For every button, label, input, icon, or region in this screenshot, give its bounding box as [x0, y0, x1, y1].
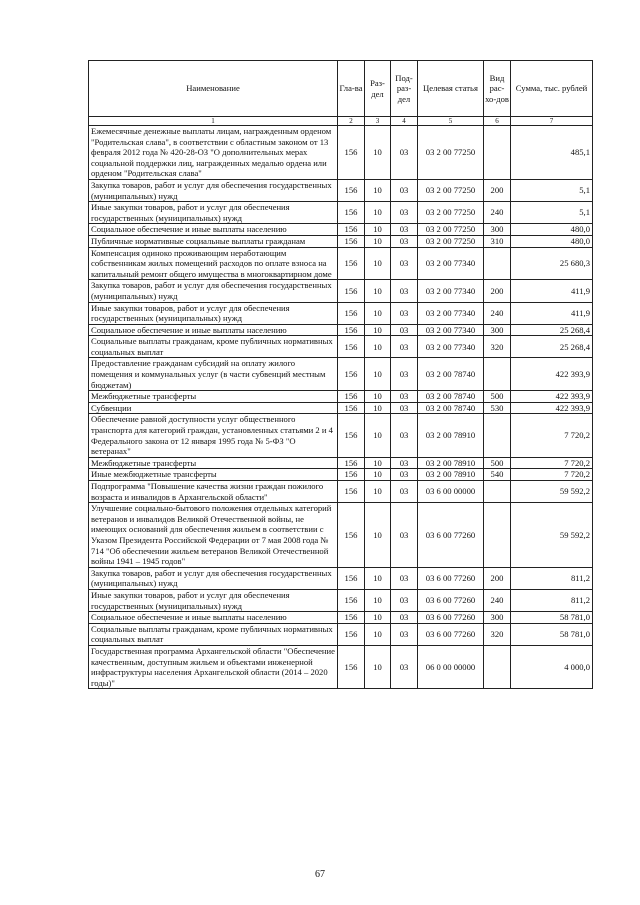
cell-glava: 156: [338, 179, 365, 201]
cell-name: Субвенции: [89, 402, 338, 414]
cell-razdel: 10: [365, 589, 391, 611]
cell-summa: 422 393,9: [511, 358, 593, 391]
table-row: [89, 391, 593, 403]
cell-celevaya: 03 2 00 77250: [418, 126, 484, 180]
cell-razdel: 10: [365, 302, 391, 324]
cell-summa: 422 393,9: [511, 391, 593, 403]
cell-vid: 300: [484, 612, 511, 624]
cell-celevaya: 03 2 00 78910: [418, 457, 484, 469]
cell-vid: [484, 247, 511, 280]
budget-table: [88, 60, 593, 689]
cell-glava: 156: [338, 391, 365, 403]
cell-podrazdel: 03: [391, 302, 418, 324]
cell-vid: 320: [484, 623, 511, 645]
cell-podrazdel: 03: [391, 402, 418, 414]
header-vid: Вид рас-хо-дов: [484, 61, 511, 117]
header-name: Наименование: [89, 61, 338, 117]
column-number: 1: [89, 117, 338, 126]
cell-name: Социальные выплаты гражданам, кроме публичных нормативных социальных выплат: [89, 623, 338, 645]
cell-name: Иные закупки товаров, работ и услуг для обеспечения государственных (муниципальных) нужд: [89, 302, 338, 324]
cell-glava: 156: [338, 481, 365, 503]
cell-razdel: 10: [365, 567, 391, 589]
table-row: [89, 358, 593, 391]
cell-razdel: 10: [365, 336, 391, 358]
cell-summa: 25 680,3: [511, 247, 593, 280]
cell-glava: 156: [338, 414, 365, 457]
cell-celevaya: 03 2 00 78910: [418, 469, 484, 481]
cell-podrazdel: 03: [391, 612, 418, 624]
cell-glava: 156: [338, 126, 365, 180]
cell-glava: 156: [338, 589, 365, 611]
cell-summa: 59 592,2: [511, 503, 593, 568]
cell-razdel: 10: [365, 126, 391, 180]
cell-summa: 811,2: [511, 567, 593, 589]
table-row: [89, 224, 593, 236]
cell-podrazdel: 03: [391, 567, 418, 589]
cell-vid: 530: [484, 402, 511, 414]
cell-celevaya: 03 6 00 77260: [418, 589, 484, 611]
cell-razdel: 10: [365, 481, 391, 503]
cell-podrazdel: 03: [391, 481, 418, 503]
cell-vid: [484, 358, 511, 391]
cell-glava: 156: [338, 324, 365, 336]
cell-name: Социальные выплаты гражданам, кроме публичных нормативных социальных выплат: [89, 336, 338, 358]
cell-summa: 58 781,0: [511, 612, 593, 624]
column-number: 4: [391, 117, 418, 126]
cell-razdel: 10: [365, 179, 391, 201]
cell-podrazdel: 03: [391, 391, 418, 403]
cell-razdel: 10: [365, 324, 391, 336]
cell-glava: 156: [338, 469, 365, 481]
cell-podrazdel: 03: [391, 202, 418, 224]
cell-razdel: 10: [365, 645, 391, 688]
cell-razdel: 10: [365, 469, 391, 481]
cell-name: Межбюджетные трансферты: [89, 457, 338, 469]
header-celevaya: Целевая статья: [418, 61, 484, 117]
cell-glava: 156: [338, 235, 365, 247]
table-body: [89, 126, 593, 689]
table-row: [89, 179, 593, 201]
table-row: [89, 324, 593, 336]
cell-name: Государственная программа Архангельской области "Обеспечение качественным, доступным жильем и объектами инженерной инфраструктуры населения Архангельской области (2014 – 2020 годы)": [89, 645, 338, 688]
cell-name: Закупка товаров, работ и услуг для обеспечения государственных (муниципальных) нужд: [89, 179, 338, 201]
cell-podrazdel: 03: [391, 645, 418, 688]
cell-glava: 156: [338, 567, 365, 589]
cell-podrazdel: 03: [391, 358, 418, 391]
cell-summa: 58 781,0: [511, 623, 593, 645]
table-row: [89, 645, 593, 688]
cell-summa: 411,9: [511, 280, 593, 302]
cell-summa: 59 592,2: [511, 481, 593, 503]
cell-name: Межбюджетные трансферты: [89, 391, 338, 403]
cell-celevaya: 03 6 00 00000: [418, 481, 484, 503]
table-row: [89, 336, 593, 358]
cell-vid: 240: [484, 202, 511, 224]
cell-podrazdel: 03: [391, 235, 418, 247]
table-row: [89, 280, 593, 302]
cell-vid: [484, 503, 511, 568]
cell-summa: 25 268,4: [511, 324, 593, 336]
cell-podrazdel: 03: [391, 457, 418, 469]
cell-celevaya: 03 2 00 77250: [418, 235, 484, 247]
table-row: [89, 247, 593, 280]
cell-podrazdel: 03: [391, 503, 418, 568]
cell-summa: 422 393,9: [511, 402, 593, 414]
cell-celevaya: 03 6 00 77260: [418, 612, 484, 624]
cell-vid: 540: [484, 469, 511, 481]
cell-celevaya: 03 2 00 77340: [418, 336, 484, 358]
cell-razdel: 10: [365, 224, 391, 236]
header-glava: Гла-ва: [338, 61, 365, 117]
cell-celevaya: 03 2 00 77340: [418, 247, 484, 280]
table-row: [89, 402, 593, 414]
cell-celevaya: 03 6 00 77260: [418, 623, 484, 645]
cell-name: Публичные нормативные социальные выплаты гражданам: [89, 235, 338, 247]
cell-razdel: 10: [365, 235, 391, 247]
table-row: [89, 503, 593, 568]
cell-razdel: 10: [365, 247, 391, 280]
cell-vid: 310: [484, 235, 511, 247]
cell-podrazdel: 03: [391, 623, 418, 645]
table-row: [89, 457, 593, 469]
cell-vid: 200: [484, 280, 511, 302]
cell-podrazdel: 03: [391, 414, 418, 457]
cell-celevaya: 03 2 00 78740: [418, 391, 484, 403]
column-number: 6: [484, 117, 511, 126]
cell-summa: 4 000,0: [511, 645, 593, 688]
cell-podrazdel: 03: [391, 324, 418, 336]
cell-vid: 200: [484, 179, 511, 201]
cell-glava: 156: [338, 358, 365, 391]
cell-name: Социальное обеспечение и иные выплаты населению: [89, 324, 338, 336]
cell-glava: 156: [338, 336, 365, 358]
cell-razdel: 10: [365, 503, 391, 568]
cell-glava: 156: [338, 402, 365, 414]
cell-razdel: 10: [365, 457, 391, 469]
cell-glava: 156: [338, 202, 365, 224]
cell-summa: 7 720,2: [511, 457, 593, 469]
cell-razdel: 10: [365, 402, 391, 414]
cell-vid: [484, 414, 511, 457]
cell-vid: 240: [484, 589, 511, 611]
cell-glava: 156: [338, 302, 365, 324]
cell-celevaya: 03 2 00 77250: [418, 224, 484, 236]
cell-celevaya: 06 0 00 00000: [418, 645, 484, 688]
cell-name: Улучшение социально-бытового положения отдельных категорий ветеранов и инвалидов Великой Отечественной войны, не имеющих оснований для обеспечения жильем в соответствии с Указом Президента Российской Федерации от 7 мая 2008 года № 714 "Об обеспечении жильем ветеранов Великой Отечественной войны 1941 – 1945 годов": [89, 503, 338, 568]
cell-celevaya: 03 2 00 78740: [418, 402, 484, 414]
column-number: 3: [365, 117, 391, 126]
cell-vid: [484, 126, 511, 180]
cell-name: Компенсация одиноко проживающим неработающим собственникам жилых помещений расходов по оплате взноса на капитальный ремонт общего имущества в многоквартирном доме: [89, 247, 338, 280]
cell-name: Иные закупки товаров, работ и услуг для обеспечения государственных (муниципальных) нужд: [89, 202, 338, 224]
cell-razdel: 10: [365, 612, 391, 624]
cell-name: Подпрограмма "Повышение качества жизни граждан пожилого возраста и инвалидов в Архангельской области": [89, 481, 338, 503]
cell-vid: [484, 645, 511, 688]
cell-name: Социальное обеспечение и иные выплаты населению: [89, 612, 338, 624]
cell-name: Ежемесячные денежные выплаты лицам, награжденным орденом "Родительская слава", в соответствии с областным законом от 13 февраля 2012 года № 420-28-ОЗ "О дополнительных мерах социальной поддержки лиц, награжденных медалью ордена или орденом "Родительская слава": [89, 126, 338, 180]
header-row: [89, 61, 593, 117]
cell-vid: 500: [484, 391, 511, 403]
cell-name: Обеспечение равной доступности услуг общественного транспорта для категорий граждан, установленных статьями 2 и 4 Федерального закона от 12 января 1995 года № 5-ФЗ "О ветеранах": [89, 414, 338, 457]
table-row: [89, 612, 593, 624]
cell-celevaya: 03 6 00 77260: [418, 567, 484, 589]
cell-razdel: 10: [365, 280, 391, 302]
table-row: [89, 481, 593, 503]
table-row: [89, 567, 593, 589]
table-row: [89, 202, 593, 224]
cell-vid: 500: [484, 457, 511, 469]
column-number: 7: [511, 117, 593, 126]
cell-vid: [484, 481, 511, 503]
header-razdel: Раз-дел: [365, 61, 391, 117]
cell-name: Иные закупки товаров, работ и услуг для обеспечения государственных (муниципальных) нужд: [89, 589, 338, 611]
table-row: [89, 623, 593, 645]
header-summa: Сумма, тыс. рублей: [511, 61, 593, 117]
cell-podrazdel: 03: [391, 469, 418, 481]
cell-glava: 156: [338, 457, 365, 469]
column-number: 2: [338, 117, 365, 126]
cell-name: Закупка товаров, работ и услуг для обеспечения государственных (муниципальных) нужд: [89, 280, 338, 302]
cell-celevaya: 03 2 00 77340: [418, 302, 484, 324]
cell-summa: 7 720,2: [511, 469, 593, 481]
cell-name: Закупка товаров, работ и услуг для обеспечения государственных (муниципальных) нужд: [89, 567, 338, 589]
cell-vid: 200: [484, 567, 511, 589]
table-row: [89, 126, 593, 180]
cell-podrazdel: 03: [391, 126, 418, 180]
cell-summa: 811,2: [511, 589, 593, 611]
cell-glava: 156: [338, 224, 365, 236]
cell-razdel: 10: [365, 202, 391, 224]
cell-podrazdel: 03: [391, 224, 418, 236]
cell-summa: 25 268,4: [511, 336, 593, 358]
cell-summa: 411,9: [511, 302, 593, 324]
table-row: [89, 302, 593, 324]
table-row: [89, 469, 593, 481]
cell-summa: 480,0: [511, 224, 593, 236]
cell-podrazdel: 03: [391, 336, 418, 358]
cell-podrazdel: 03: [391, 247, 418, 280]
cell-vid: 300: [484, 324, 511, 336]
cell-vid: 320: [484, 336, 511, 358]
cell-glava: 156: [338, 623, 365, 645]
cell-vid: 240: [484, 302, 511, 324]
cell-vid: 300: [484, 224, 511, 236]
cell-razdel: 10: [365, 623, 391, 645]
cell-summa: 480,0: [511, 235, 593, 247]
cell-summa: 5,1: [511, 179, 593, 201]
table-row: [89, 235, 593, 247]
cell-celevaya: 03 2 00 77250: [418, 179, 484, 201]
cell-glava: 156: [338, 645, 365, 688]
cell-razdel: 10: [365, 358, 391, 391]
column-number: 5: [418, 117, 484, 126]
cell-name: Социальное обеспечение и иные выплаты населению: [89, 224, 338, 236]
cell-celevaya: 03 2 00 77340: [418, 324, 484, 336]
cell-glava: 156: [338, 612, 365, 624]
cell-celevaya: 03 2 00 77340: [418, 280, 484, 302]
cell-name: Предоставление гражданам субсидий на оплату жилого помещения и коммунальных услуг (в части субвенций местным бюджетам): [89, 358, 338, 391]
cell-celevaya: 03 6 00 77260: [418, 503, 484, 568]
table-row: [89, 414, 593, 457]
cell-summa: 5,1: [511, 202, 593, 224]
cell-razdel: 10: [365, 391, 391, 403]
cell-razdel: 10: [365, 414, 391, 457]
cell-summa: 7 720,2: [511, 414, 593, 457]
table-row: [89, 589, 593, 611]
cell-celevaya: 03 2 00 78740: [418, 358, 484, 391]
cell-name: Иные межбюджетные трансферты: [89, 469, 338, 481]
cell-podrazdel: 03: [391, 179, 418, 201]
cell-glava: 156: [338, 280, 365, 302]
cell-glava: 156: [338, 247, 365, 280]
cell-celevaya: 03 2 00 77250: [418, 202, 484, 224]
cell-summa: 485,1: [511, 126, 593, 180]
header-podrazdel: Под-раз-дел: [391, 61, 418, 117]
cell-podrazdel: 03: [391, 589, 418, 611]
cell-celevaya: 03 2 00 78910: [418, 414, 484, 457]
cell-glava: 156: [338, 503, 365, 568]
page-number: 67: [315, 869, 325, 880]
column-number-row: [89, 117, 593, 126]
cell-podrazdel: 03: [391, 280, 418, 302]
